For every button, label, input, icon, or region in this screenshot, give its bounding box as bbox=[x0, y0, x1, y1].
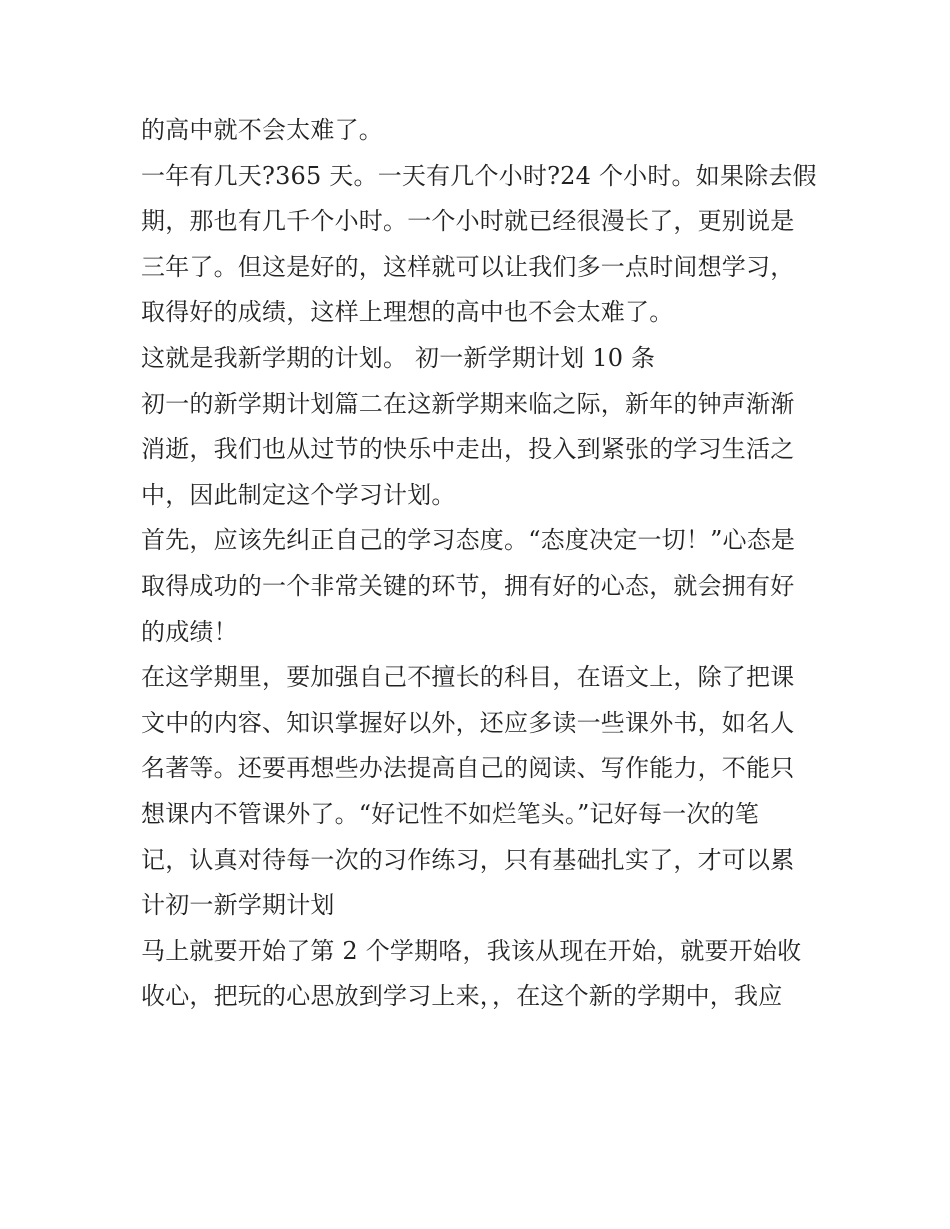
body-text bbox=[141, 108, 821, 1020]
text-line: 想课内不管课外了。“好记性不如烂笔头。”记好每一次的笔 bbox=[141, 799, 759, 828]
text-line: 三年了。但这是好的，这样就可以让我们多一点时间想学习， bbox=[141, 252, 795, 281]
text-line: 一年有几天?365 天。一天有几个小时?24 个小时。如果除去假 bbox=[141, 161, 817, 190]
text-line: 首先，应该先纠正自己的学习态度。“态度决定一切！”心态是 bbox=[141, 526, 796, 555]
text-line: 的高中就不会太难了。 bbox=[141, 116, 383, 144]
text-line: 这就是我新学期的计划。 初一新学期计划 10 条 bbox=[141, 343, 656, 372]
text-line: 记，认真对待每一次的习作练习，只有基础扎实了，才可以累 bbox=[141, 845, 795, 874]
text-line: 中，因此制定这个学习计划。 bbox=[141, 480, 456, 509]
text-line: 期，那也有几千个小时。一个小时就已经很漫长了，更别说是 bbox=[141, 207, 795, 236]
text-line: 取得好的成绩，这样上理想的高中也不会太难了。 bbox=[141, 298, 674, 327]
text-line: 名著等。还要再想些办法提高自己的阅读、写作能力，不能只 bbox=[141, 754, 795, 783]
text-line: 文中的内容、知识掌握好以外，还应多读一些课外书，如名人 bbox=[141, 708, 795, 737]
text-line: 初一的新学期计划篇二在这新学期来临之际，新年的钟声渐渐 bbox=[141, 389, 795, 418]
text-line: 消逝，我们也从过节的快乐中走出，投入到紧张的学习生活之 bbox=[141, 435, 795, 464]
text-line: 取得成功的一个非常关键的环节，拥有好的心态，就会拥有好 bbox=[141, 571, 795, 600]
text-line: 的成绩！ bbox=[141, 617, 238, 646]
text-line: 在这学期里，要加强自己不擅长的科目，在语文上，除了把课 bbox=[141, 663, 795, 692]
text-line: 计初一新学期计划 bbox=[141, 891, 335, 920]
text-line: 收心，把玩的心思放到学习上来，，在这个新的学期中，我应 bbox=[141, 982, 783, 1011]
text-line: 马上就要开始了第 2 个学期咯，我该从现在开始，就要开始收 bbox=[141, 936, 802, 965]
